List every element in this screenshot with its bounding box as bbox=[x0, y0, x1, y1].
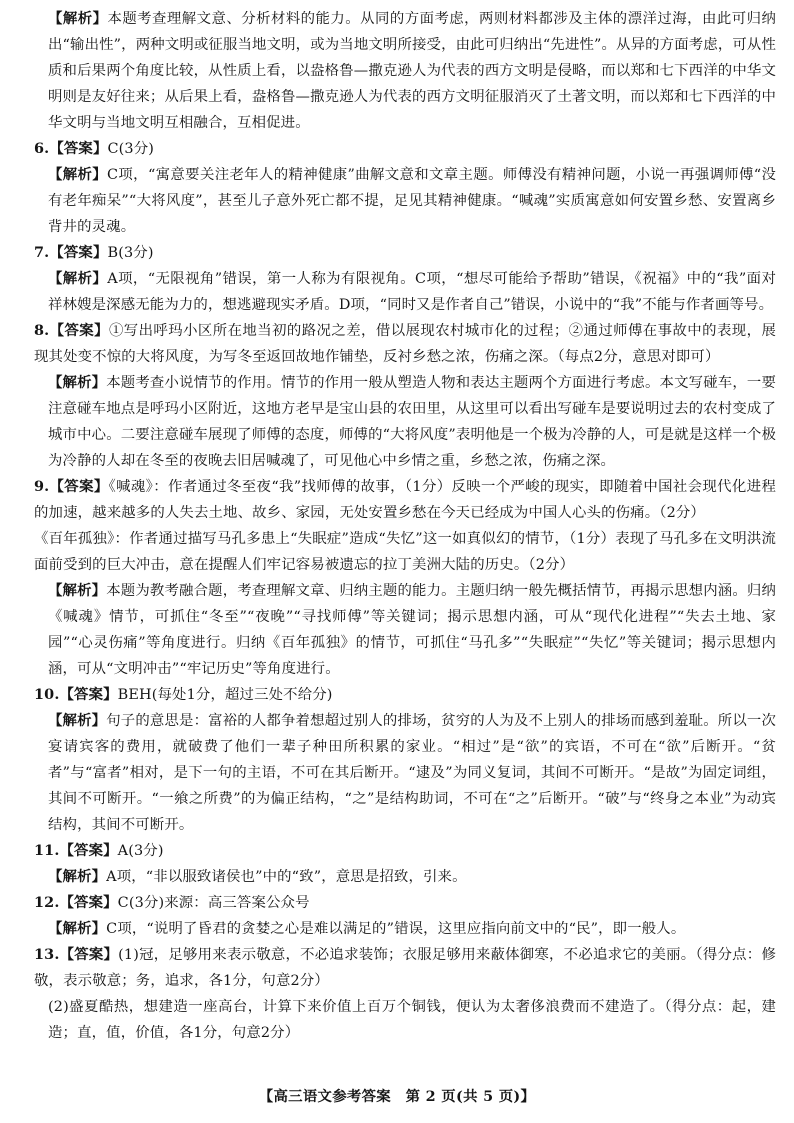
question-number: 12. bbox=[34, 894, 60, 911]
question-number: 7. bbox=[34, 244, 50, 261]
paragraph-text: A(3分) bbox=[117, 843, 164, 859]
answer-paragraph bbox=[34, 682, 776, 708]
paragraph-text: (1)冠，足够用来表示敬意，不必追求装饰；衣服足够用来蔽体御寒，不必追求它的美丽。（得分点：修敬，表示敬意；务，追求，各1分，句意2分） bbox=[34, 947, 776, 989]
analysis-label: 【解析】 bbox=[48, 712, 107, 729]
analysis-label: 【解析】 bbox=[48, 582, 107, 599]
paragraph-text: 句子的意思是：富裕的人都争着想超过别人的排场，贫穷的人为及不上别人的排场而感到羞耻。所以一次宴请宾客的费用，就破费了他们一辈子种田所积累的家业。“相过”是“欲”的宾语，不可在“欲”后断开。“贫者”与“富者”相对，是下一句的主语，不可在其后断开。“逮及”为同义复词，其间不可断开。“是故”为固定词组，其间不可断开。“一飨之所费”的为偏正结构，“之”是结构助词，不可在“之”后断开。“破”与“终身之本业”为动宾结构，其间不可断开。 bbox=[48, 713, 776, 833]
paragraph-text: B(3分) bbox=[107, 245, 154, 261]
analysis-paragraph bbox=[34, 864, 776, 890]
answer-label: 【答案】 bbox=[59, 946, 119, 963]
paragraph-text: A项，“无限视角”错误，第一人称为有限视角。C项，“想尽可能给予帮助”错误，《祝福》中的“我”面对祥林嫂是深感无能为力的，想逃避现实矛盾。D项，“同时又是作者自己”错误，小说中的“我”不能与作者画等号。 bbox=[48, 271, 776, 313]
analysis-paragraph bbox=[34, 6, 776, 136]
answer-paragraph bbox=[34, 890, 776, 916]
analysis-label: 【解析】 bbox=[48, 166, 108, 183]
answer-paragraph bbox=[34, 318, 776, 370]
answer-label: 【答案】 bbox=[49, 322, 109, 339]
paragraph-text: C项，“寓意要关注老年人的精神健康”曲解文意和文章主题。师傅没有精神问题，小说一再强调师傅“没有老年痴呆”“大将风度”，甚至儿子意外死亡都不提，足见其精神健康。“喊魂”实质寓意如何安置乡愁、安置离乡背井的灵魂。 bbox=[48, 167, 776, 235]
answer-paragraph bbox=[34, 838, 776, 864]
answer-paragraph bbox=[34, 136, 776, 162]
answer-paragraph bbox=[34, 474, 776, 526]
answer-label: 【答案】 bbox=[59, 842, 118, 859]
answer-continuation bbox=[34, 994, 776, 1046]
paragraph-text: ①写出呼玛小区所在地当初的路况之差，借以展现农村城市化的过程；②通过师傅在事故中的表现，展现其处变不惊的大将风度，为写冬至返回故地作铺垫，反衬乡愁之浓，伤痛之深。（每点2分，意思对即可） bbox=[34, 323, 776, 365]
analysis-label: 【解析】 bbox=[48, 920, 107, 937]
analysis-label: 【解析】 bbox=[48, 270, 108, 287]
analysis-paragraph bbox=[34, 916, 776, 942]
answer-paragraph bbox=[34, 942, 776, 994]
answer-continuation bbox=[34, 526, 776, 578]
analysis-paragraph bbox=[34, 708, 776, 838]
paragraph-text: A项，“非以服致诸侯也”中的“致”，意思是招致，引来。 bbox=[106, 869, 467, 885]
analysis-paragraph bbox=[34, 266, 776, 318]
question-number: 10. bbox=[34, 686, 60, 703]
paragraph-text: 《喊魂》：作者通过冬至夜“我”找师傅的故事，（1分）反映一个严峻的现实，即随着中国社会现代化进程的加速，越来越多的人失去土地、故乡、家园，无处安置乡愁在今天已经成为中国人心头的伤痛。（2分） bbox=[34, 479, 776, 521]
answer-label: 【答案】 bbox=[59, 894, 118, 911]
paragraph-text: 本题考查理解文意、分析材料的能力。从同的方面考虑，两则材料都涉及主体的漂洋过海，由此可归纳出“输出性”，两种文明或征服当地文明，或为当地文明所接受，由此可归纳出“先进性”。从异的方面考虑，可从性质和后果两个角度比较，从性质上看，以盎格鲁—撒克逊人为代表的西方文明是侵略，而以郑和七下西洋的中华文明则是友好往来；从后果上看，盎格鲁—撒克逊人为代表的西方文明征服消灭了土著文明，而以郑和七下西洋的中华文明与当地文明互相融合，互相促进。 bbox=[48, 11, 776, 131]
analysis-paragraph bbox=[34, 162, 776, 240]
paragraph-text: C(3分) bbox=[107, 141, 155, 157]
paragraph-text: 《百年孤独》：作者通过描写马孔多患上“失眠症”造成“失忆”这一如真似幻的情节，（1分）表现了马孔多在文明洪流面前受到的巨大冲击，意在提醒人们牢记容易被遗忘的拉丁美洲大陆的历史。（2分） bbox=[34, 531, 776, 573]
answer-label: 【答案】 bbox=[49, 140, 108, 157]
answer-paragraph bbox=[34, 240, 776, 266]
answer-label: 【答案】 bbox=[59, 686, 118, 703]
question-number: 6. bbox=[34, 140, 50, 157]
answer-label: 【答案】 bbox=[49, 478, 109, 495]
analysis-label: 【解析】 bbox=[48, 868, 107, 885]
analysis-paragraph bbox=[34, 370, 776, 474]
question-number: 9. bbox=[34, 478, 50, 495]
paragraph-text: C项，“说明了昏君的贪婪之心是难以满足的”错误，这里应指向前文中的“民”，即一般人。 bbox=[106, 921, 686, 937]
paragraph-text: (2)盛夏酷热，想建造一座高台，计算下来价值上百万个铜钱，便认为太奢侈浪费而不建造了。（得分点：起，建造；直，值，价值，各1分，句意2分） bbox=[48, 999, 776, 1041]
question-number: 8. bbox=[34, 322, 50, 339]
analysis-paragraph bbox=[34, 578, 776, 682]
answer-label: 【答案】 bbox=[49, 244, 108, 261]
paragraph-text: C(3分)来源：高三答案公众号 bbox=[117, 895, 310, 911]
analysis-label: 【解析】 bbox=[48, 374, 107, 391]
analysis-label: 【解析】 bbox=[48, 10, 108, 27]
question-number: 11. bbox=[34, 842, 60, 859]
paragraph-text: BEH(每处1分，超过三处不给分) bbox=[117, 687, 333, 703]
answer-content bbox=[34, 6, 776, 1046]
paragraph-text: 本题考查小说情节的作用。情节的作用一般从塑造人物和表达主题两个方面进行考虑。本文写碰车，一要注意碰车地点是呼玛小区附近，这地方老早是宝山县的农田里，从这里可以看出写碰车是要说明过去的农村变成了城市中心。二要注意碰车展现了师傅的态度，师傅的“大将风度”表明他是一个极为冷静的人，可是就是这样一个极为冷静的人却在冬至的夜晚去旧居喊魂了，可见他心中乡情之重，乡愁之浓，伤痛之深。 bbox=[48, 375, 776, 469]
paragraph-text: 本题为教考融合题，考查理解文章、归纳主题的能力。主题归纳一般先概括情节，再揭示思想内涵。归纳《喊魂》情节，可抓住“冬至”“夜晚”“寻找师傅”等关键词；揭示思想内涵，可从“现代化进程”“失去土地、家园”“心灵伤痛”等角度进行。归纳《百年孤独》的情节，可抓住“马孔多”“失眠症”“失忆”等关键词；揭示思想内涵，可从“文明冲击”“牢记历史”等角度进行。 bbox=[48, 583, 776, 677]
page-footer: 【高三语文参考答案 第 2 页(共 5 页)】 bbox=[258, 1088, 536, 1105]
question-number: 13. bbox=[34, 946, 60, 963]
